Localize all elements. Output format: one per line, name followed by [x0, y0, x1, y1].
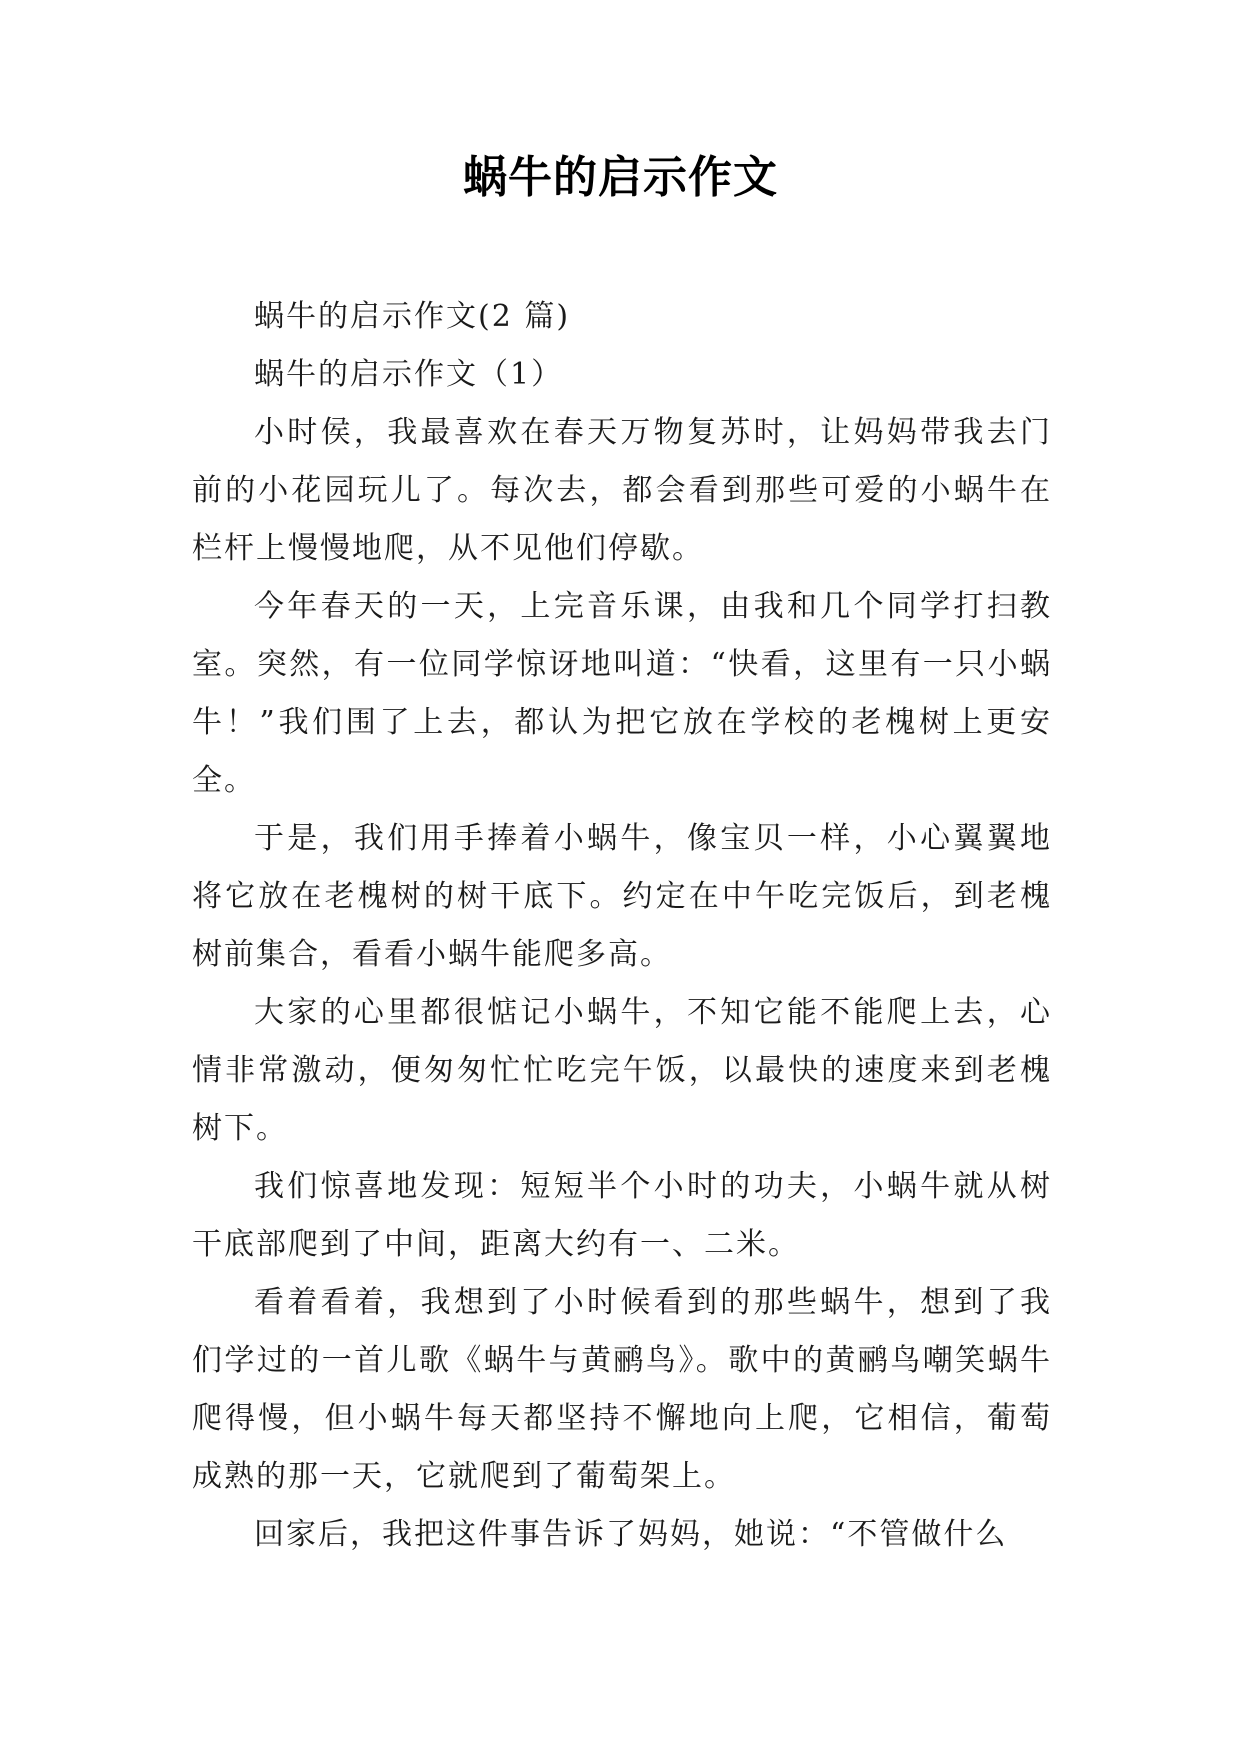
paragraph: 小时侯，我最喜欢在春天万物复苏时，让妈妈带我去门前的小花园玩儿了。每次去，都会看到那些可爱的小蜗牛在栏杆上慢慢地爬，从不见他们停歇。 — [192, 415, 1052, 566]
document-body — [192, 288, 1052, 1564]
paragraph: 今年春天的一天，上完音乐课，由我和几个同学打扫教室。突然，有一位同学惊讶地叫道：“快看，这里有一只小蜗牛！”我们围了上去，都认为把它放在学校的老槐树上更安全。 — [192, 589, 1052, 798]
paragraph: 回家后，我把这件事告诉了妈妈，她说：“不管做什么 — [254, 1517, 1008, 1552]
paragraph: 看着看着，我想到了小时候看到的那些蜗牛，想到了我们学过的一首儿歌《蜗牛与黄鹂鸟》。歌中的黄鹂鸟嘲笑蜗牛爬得慢，但小蜗牛每天都坚持不懈地向上爬，它相信，葡萄成熟的那一天，它就爬到了葡萄架上。 — [192, 1285, 1052, 1494]
section-heading: 蜗牛的启示作文（1） — [254, 357, 564, 392]
document-title: 蜗牛的启示作文 — [463, 152, 778, 203]
paragraph: 于是，我们用手捧着小蜗牛，像宝贝一样，小心翼翼地将它放在老槐树的树干底下。约定在中午吃完饭后，到老槐树前集合，看看小蜗牛能爬多高。 — [192, 821, 1052, 972]
paragraph: 我们惊喜地发现：短短半个小时的功夫，小蜗牛就从树干底部爬到了中间，距离大约有一、二米。 — [192, 1169, 1052, 1262]
document-subtitle: 蜗牛的启示作文(2 篇) — [254, 299, 571, 334]
paragraph: 大家的心里都很惦记小蜗牛，不知它能不能爬上去，心情非常激动，便匆匆忙忙吃完午饭，以最快的速度来到老槐树下。 — [192, 995, 1052, 1146]
